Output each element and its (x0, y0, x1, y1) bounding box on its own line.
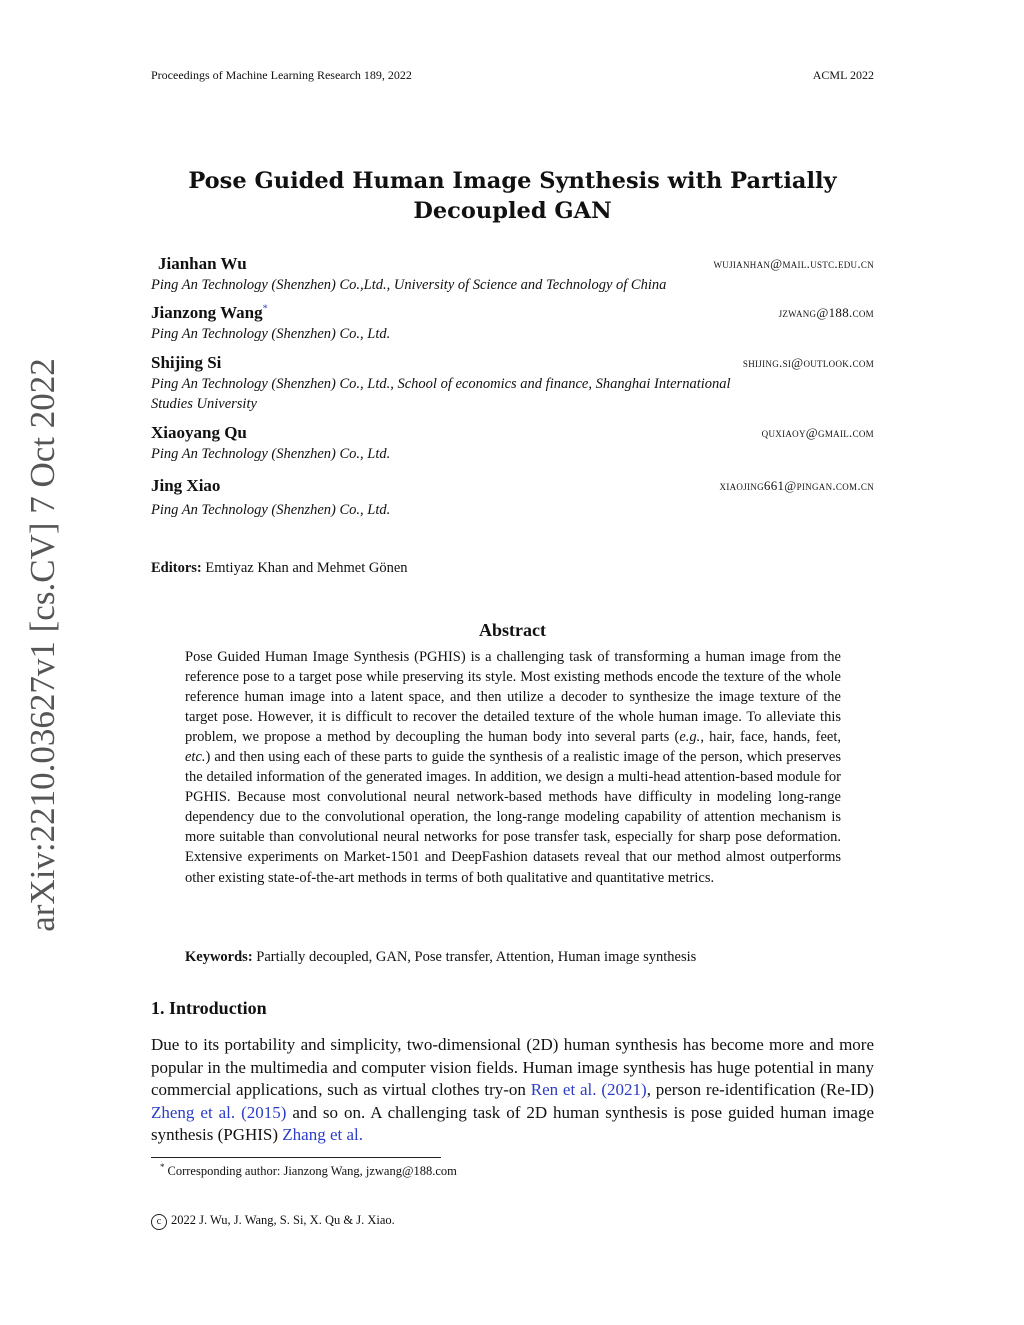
footnote-rule (151, 1157, 441, 1158)
abstract-body: Pose Guided Human Image Synthesis (PGHIS) is a challenging task of transforming a human image from the reference pose to a target pose while preserving its style. Most existing methods encode the texture of the whole reference human image into a latent space, and then utilize a decoder to synthesize the image texture of the target pose. However, it is difficult to recover the detailed texture of the whole human image. To alleviate this problem, we propose a method by decoupling the human body into several parts (e.g., hair, face, hands, feet, etc.) and then using each of these parts to guide the synthesis of a realistic image of the person, which preserves the detailed information of the generated images. In addition, we design a multi-head attention-based module for PGHIS. Because most convolutional neural network-based methods have difficulty in modeling long-range dependency due to the convolutional operation, the long-range modeling capability of attention mechanism is more suitable than convolutional neural networks for pose transfer task, especially for sharp pose deformation. Extensive experiments on Market-1501 and DeepFashion datasets reveal that our method almost outperforms other existing state-of-the-art methods in terms of both qualitative and quantitative metrics. (185, 649, 841, 886)
running-header-right: ACML 2022 (812, 68, 874, 82)
author-affiliation: Ping An Technology (Shenzhen) Co., Ltd., School of economics and finance, Shanghai International Studies University (151, 376, 731, 412)
keywords-label: Keywords: (185, 949, 253, 965)
footnote-text: Corresponding author: Jianzong Wang, jzwang@188.com (167, 1164, 457, 1179)
arxiv-stamp: arXiv:2210.03627v1 [cs.CV] 7 Oct 2022 (23, 358, 63, 932)
copyright-icon: c (151, 1214, 167, 1230)
author-affiliation: Ping An Technology (Shenzhen) Co., Ltd. (151, 446, 391, 462)
author-block (151, 303, 874, 344)
editors-names: Emtiyaz Khan and Mehmet Gönen (205, 560, 408, 576)
keywords-list: Partially decoupled, GAN, Pose transfer, Attention, Human image synthesis (256, 949, 697, 965)
citation-year-link[interactable]: (2015) (241, 1102, 287, 1122)
citation-year-link[interactable]: (2021) (601, 1080, 647, 1100)
author-affiliation: Ping An Technology (Shenzhen) Co., Ltd. (151, 326, 391, 342)
editors-line (151, 560, 408, 577)
citation-link[interactable]: Zheng et al. (151, 1102, 236, 1122)
author-name: Jianzong Wang (151, 303, 263, 322)
section-heading-introduction: 1. Introduction (151, 998, 267, 1018)
author-email[interactable]: jzwang@188.com (778, 305, 874, 320)
citation-link[interactable]: Ren et al. (530, 1080, 597, 1100)
title-line-1: Pose Guided Human Image Synthesis with Partially (188, 168, 837, 194)
author-email[interactable]: xiaojing661@pingan.com.cn (719, 478, 874, 493)
running-header-left: Proceedings of Machine Learning Research 189, 2022 (151, 68, 412, 82)
editors-label: Editors: (151, 560, 202, 576)
title-line-2: Decoupled GAN (413, 198, 612, 224)
footnote (160, 1162, 457, 1179)
author-name: Shijing Si (151, 353, 222, 372)
author-email[interactable]: quxiaoy@gmail.com (761, 425, 874, 440)
author-block (151, 423, 874, 464)
author-block (151, 353, 874, 414)
copyright-line (151, 1213, 395, 1230)
author-email[interactable]: wujianhan@mail.ustc.edu.cn (713, 256, 874, 271)
introduction-paragraph: Due to its portability and simplicity, two-dimensional (2D) human synthesis has become more and more popular in the multimedia and computer vision fields. Human image synthesis has huge potential in many commercial applications, such as virtual clothes try-on Ren et al. (2021), person re-identification (Re-ID) Zheng et al. (2015) and so on. A challenging task of 2D human synthesis is pose guided human image synthesis (PGHIS) Zhang et al. (151, 1035, 875, 1145)
author-block (151, 476, 874, 520)
footnote-mark: * (160, 1162, 165, 1172)
author-block (151, 254, 874, 295)
paper-title (151, 166, 874, 226)
citation-link[interactable]: Zhang et al. (282, 1125, 364, 1145)
copyright-text: 2022 J. Wu, J. Wang, S. Si, X. Qu & J. Xiao. (171, 1213, 395, 1227)
keywords-line (185, 949, 845, 966)
author-name: Jianhan Wu (158, 254, 247, 273)
author-affiliation: Ping An Technology (Shenzhen) Co.,Ltd., University of Science and Technology of China (151, 277, 667, 293)
abstract-heading: Abstract (479, 620, 546, 640)
author-name: Xiaoyang Qu (151, 423, 247, 442)
author-name: Jing Xiao (151, 476, 221, 495)
author-email[interactable]: shijing.si@outlook.com (742, 355, 874, 370)
corresponding-author-mark[interactable]: * (262, 303, 268, 315)
author-affiliation: Ping An Technology (Shenzhen) Co., Ltd. (151, 502, 391, 518)
